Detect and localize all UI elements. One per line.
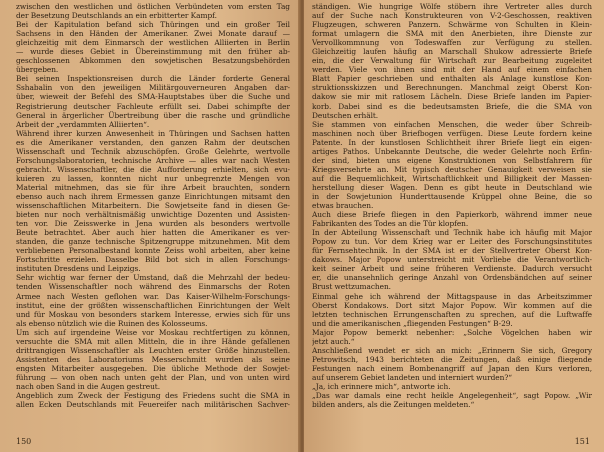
- text-line: bieten nur noch verhältnismäßig unwichtige Dozenten und Assisten-: [16, 210, 290, 220]
- text-line: Material mitnehmen, das sie für ihre Arbeit brauchten, sondern: [16, 182, 290, 192]
- text-line: Assistenten des Laboratoriums Messerschmitt wurden als seine: [16, 354, 290, 364]
- text-line: Popow zu tun. Vor dem Krieg war er Leiter des Forschungsinstitutes: [312, 237, 592, 247]
- text-line: „Das war damals eine recht heikle Angelegenheit“, sagt Popow. „Wir: [312, 391, 592, 401]
- text-line: jetzt auch.“: [312, 336, 355, 346]
- text-line: instituten Dresdens und Leipzigs.: [16, 264, 141, 274]
- text-line: allen Ecken Deutschlands mit Feuereifer nach militärischen Sachver-: [16, 400, 290, 410]
- text-line: Fabrikanten des Todes an die Tür klopfen.: [312, 219, 469, 229]
- text-line: Armee nach Westen geflohen war. Das Kaiser-Wilhelm-Forschungs-: [16, 291, 290, 301]
- text-line: Beute betrachtet. Aber auch hier hatten die Amerikaner es ver-: [16, 228, 290, 238]
- text-line: artiges Pathos. Unbekannte Deutsche, die weder Gelehrte noch Erfin-: [312, 146, 592, 156]
- text-line: letzten technischen Errungenschaften zu sprechen, auf die Luftwaffe: [312, 309, 592, 319]
- text-line: Um sich auf irgendeine Weise vor Moskau rechtfertigen zu können,: [16, 327, 290, 337]
- text-line: Sehr wichtig war ferner der Umstand, daß die Mehrzahl der bedeu-: [16, 273, 290, 283]
- text-line: es die Amerikaner verstanden, den ganzen Rahm der deutschen: [16, 137, 290, 147]
- text-line: — wurde dieses Gebiet in Übereinstimmung mit den früher ab-: [16, 47, 290, 57]
- text-line: und die amerikanischen „fliegenden Festungen“ B-29.: [312, 318, 513, 328]
- text-line: tenden Wissenschaftler noch während des Einmarschs der Roten: [16, 282, 290, 292]
- text-line: der sind, bieten uns eigene Konstruktionen von Selbstfahrern für: [312, 155, 592, 165]
- text-line: auf der Suche nach Konstrukteuren von V-2-Geschossen, reaktiven: [312, 11, 592, 21]
- text-line: Kriegsversehrte an. Mit typisch deutscher Genauigkeit verweisen sie: [312, 164, 592, 174]
- text-line: Blatt Papier geschrieben und enthalten als Anlage kunstlose Kon-: [312, 74, 592, 84]
- text-line: und für Moskau von besonders starkem Interesse, erwies sich für uns: [16, 309, 290, 319]
- text-line: werden. Viele von ihnen sind mit der Hand auf einem einfachen: [312, 65, 592, 75]
- text-line: herstellung dieser Wagen. Denn es gibt heute in Deutschland wie: [312, 182, 592, 192]
- text-line: Während ihrer kurzen Anwesenheit in Thüringen und Sachsen hatten: [16, 128, 290, 138]
- text-line: Arbeit der „verdammten Alliierten“.: [16, 119, 150, 129]
- text-line: ten vor. Die Zeisswerke in Jena wurden als besonders wertvolle: [16, 219, 290, 229]
- text-line: Oberst Kondakows. Dort sitzt Major Popow. Wir kommen auf die: [312, 300, 592, 310]
- text-line: ein, die der Verwaltung für Wirtschaft zur Bearbeitung zugeleitet: [312, 56, 592, 66]
- text-line: drittrangigen Wissenschaftler als Leuchten erster Größe hinzustellen.: [16, 345, 290, 355]
- page-number-left: 150: [16, 437, 32, 446]
- text-line: gleichzeitig mit dem Einmarsch der westlichen Alliierten in Berlin: [16, 38, 290, 48]
- text-line: format umlagern die SMA mit den Anerbieten, ihre Dienste zur: [312, 29, 592, 39]
- text-line: übergeben.: [16, 65, 59, 75]
- text-line: ständigen. Wie hungrige Wölfe stöbern ihre Vertreter alles durch: [312, 2, 592, 11]
- page-number-right: 151: [574, 437, 590, 446]
- text-line: Wissenschaft und Technik abzuschöpfen. Große Gelehrte, wertvolle: [16, 146, 290, 156]
- text-line: gebracht. Wissenschaftler, die die Aufforderung erhielten, sich evu-: [16, 164, 290, 174]
- text-line: auf die Bequemlichkeit, Wirtschaftlichkeit und Billigkeit der Massen-: [312, 173, 592, 183]
- text-line: Major Popow bemerkt nebenher: „Solche Vögelchen haben wir: [312, 327, 592, 337]
- text-line: keit seiner Arbeit und seine früheren Verdienste. Dadurch versucht: [312, 264, 592, 274]
- text-line: dakows. Major Popow unterstreicht mit Vorliebe die Verantwortlich-: [312, 255, 592, 265]
- text-line: dakow sie mir mit ratlosem Lächeln. Diese Briefe landen im Papier-: [312, 92, 592, 102]
- text-line: kuieren zu lassen, konnten nicht nur unbegrenzte Mengen von: [16, 173, 290, 183]
- text-line: Auch diese Briefe fliegen in den Papierkorb, während immer neue: [312, 210, 592, 220]
- text-line: Flugzeugen, schweren Panzern. Schwärme von Schulten in Klein-: [312, 20, 592, 30]
- text-line: über, wieweit der Befehl des SMA-Hauptstabes über die Suche und: [16, 92, 290, 102]
- text-line: Brust wettzumachen.: [312, 282, 391, 292]
- text-line: zwischen den westlichen und östlichen Verbündeten vom ersten Tag: [16, 2, 290, 11]
- text-line: Angeblich zum Zweck der Festigung des Friedens sucht die SMA in: [16, 391, 290, 401]
- text-line: Registrierung deutscher Fachleute erfüllt sei. Dabei schimpfte der: [16, 101, 290, 111]
- text-line: auf unserem Gebiet landeten und interniert wurden?“: [312, 372, 512, 382]
- text-line: Sachsens in den Händen der Amerikaner. Zwei Monate darauf —: [16, 29, 290, 39]
- text-line: korb. Dabei sind es die bedeutsamsten Briefe, die die SMA von: [312, 101, 592, 111]
- text-line: geschlossenen Abkommen den sowjetischen Besatzungsbehörden: [16, 56, 290, 66]
- right-page: [304, 0, 604, 452]
- text-line: Vervollkommnung von Todeswaffen zur Verfügung zu stellen.: [312, 38, 592, 48]
- text-line: Einmal gehe ich während der Mittagspause in das Arbeitszimmer: [312, 291, 592, 301]
- text-line: Forschungslaboratorien, technische Archive — alles war nach Westen: [16, 155, 290, 165]
- text-line: Festungen nach einem Bombenangriff auf Japan den Kurs verloren,: [312, 363, 592, 373]
- text-line: standen, die ganze technische Spitzengruppe mitzunehmen. Mit dem: [16, 237, 290, 247]
- text-line: verbliebenen Personalbestand konnte Zeiss wohl arbeiten, aber keine: [16, 246, 290, 256]
- text-line: institut, eine der größten wissenschaftlichen Einrichtungen der Welt: [16, 300, 290, 310]
- text-line: General in ärgerlicher Übertreibung über die rasche und gründliche: [16, 110, 290, 120]
- text-line: als ebenso nützlich wie die Ruinen des Kolosseums.: [16, 318, 208, 328]
- text-line: Petrowitsch, 1943 berichteten die Zeitungen, daß einige fliegende: [312, 354, 592, 364]
- text-line: ebenso auch nach ihrem Ermessen ganze Einrichtungen mitsamt den: [16, 191, 290, 201]
- text-line: engsten Mitarbeiter ausgegeben. Die übliche Methode der Sowjet-: [16, 363, 290, 373]
- text-line: Bei seinen Inspektionsreisen durch die Länder forderte General: [16, 74, 290, 84]
- text-line: Deutschen erhält.: [312, 110, 379, 120]
- text-line: für Fernsehtechnik. In der SMA ist er der Stellvertreter Oberst Kon-: [312, 246, 592, 256]
- text-line: in der Sowjetunion Hunderttausende Krüppel ohne Beine, die so: [312, 191, 592, 201]
- text-line: führung — von oben nach unten geht der Plan, und von unten wird: [16, 372, 290, 382]
- text-line: Sshabalin von den jeweiligen Militärgouverneuren Angaben dar-: [16, 83, 290, 93]
- text-line: Bei der Kapitulation befand sich Thüringen und ein großer Teil: [16, 20, 290, 30]
- text-line: Fortschritte erzielen. Dasselbe Bild bot sich in allen Forschungs-: [16, 255, 290, 265]
- text-line: Patente. In der kunstlosen Schlichtheit ihrer Briefe liegt ein eigen-: [312, 137, 592, 147]
- text-line: In der Abteilung Wissenschaft und Technik habe ich häufig mit Major: [312, 228, 592, 238]
- text-line: etwas brauchen.: [312, 201, 374, 211]
- left-page: [0, 0, 300, 452]
- text-line: Anschließend wendet er sich an mich: „Erinnern Sie sich, Gregory: [312, 345, 592, 355]
- text-line: maschinen noch über Briefbogen verfügen. Diese Leute fordern keine: [312, 128, 592, 138]
- text-line: wissenschaftlichen Mitarbeitern. Die Sowjetseite fand in diesen Ge-: [16, 201, 290, 211]
- text-line: versuchte die SMA mit allen Mitteln, die in ihre Hände gefallenen: [16, 336, 290, 346]
- text-line: bilden anders, als die Zeitungen meldeten.“: [312, 400, 475, 410]
- text-line: Sie stammen von einfachen Menschen, die weder über Schreib-: [312, 119, 592, 129]
- text-line: „Ja, ich erinnere mich“, antworte ich.: [312, 381, 451, 391]
- text-line: er, die unansehnlich geringe Anzahl von Ordensbändchen auf seiner: [312, 273, 592, 283]
- text-line: der Besetzung Deutschlands an ein erbitterter Kampf.: [16, 11, 217, 21]
- text-line: Gleichzeitig laufen häufig an Marschall Shukow adressierte Briefe: [312, 47, 592, 57]
- text-line: nach oben Sand in die Augen gestreut.: [16, 381, 160, 391]
- text-line: struktionsskizzen und Berechnungen. Manchmal zeigt Oberst Kon-: [312, 83, 592, 93]
